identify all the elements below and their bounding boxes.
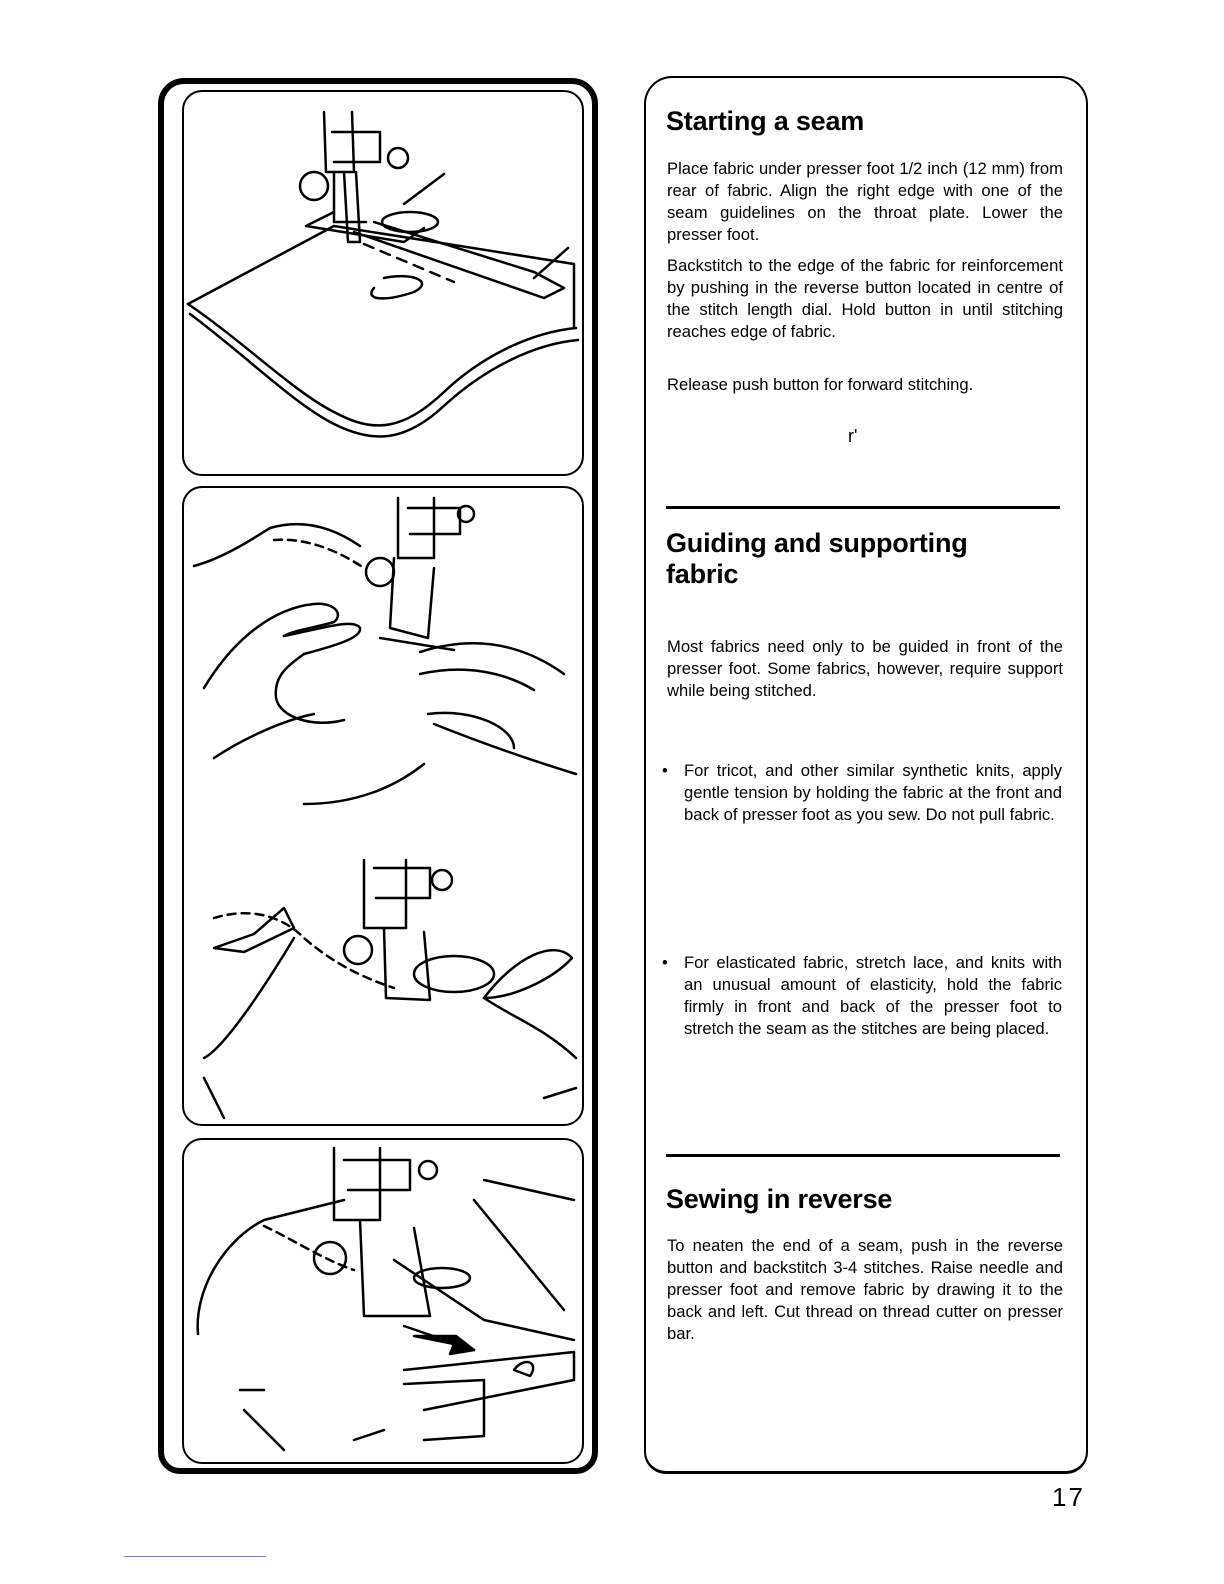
section-divider-2 (666, 1154, 1060, 1157)
bullet-icon: • (662, 761, 668, 780)
guiding-bullet-2 (662, 952, 1062, 1040)
bottom-underline (124, 1556, 266, 1557)
starting-seam-paragraph-1: Place fabric under presser foot 1/2 inch (12 mm) from rear of fabric. Align the right edge with one of the seam guidelines on the throat plate. Lower the presser foot. (667, 159, 1063, 244)
guiding-title-line-1: Guiding and supporting (666, 528, 968, 558)
bullet-icon: • (662, 953, 668, 972)
illustration-guiding-fabric (182, 486, 584, 1126)
guiding-title-line-2: fabric (666, 559, 739, 589)
illustration-starting-seam (182, 90, 584, 476)
stray-mark: r' (848, 426, 858, 446)
starting-seam-paragraph-2: Backstitch to the edge of the fabric for reinforcement by pushing in the reverse button located in centre of the stitch length dial. Hold button in until stitching reaches edge of fabric. (667, 256, 1063, 341)
guiding-intro: Most fabrics need only to be guided in front of the presser foot. Some fabrics, however, require support while being stitched. (667, 637, 1063, 700)
section-divider-1 (666, 506, 1060, 509)
guiding-bullet-2-text: For elasticated fabric, stretch lace, and knits with an unusual amount of elasticity, hold the fabric firmly in front and back of the presser foot to stretch the seam as the stitches are being placed. (684, 953, 1062, 1038)
starting-seam-title: Starting a seam (666, 106, 865, 136)
reverse-paragraph: To neaten the end of a seam, push in the reverse button and backstitch 3-4 stitches. Raise needle and presser foot and remove fabric by drawing it to the back and left. Cut thread on thread cutter on presser bar. (667, 1236, 1063, 1343)
guiding-bullet-1 (662, 760, 1062, 826)
reverse-title: Sewing in reverse (666, 1184, 893, 1214)
guiding-bullet-1-text: For tricot, and other similar synthetic knits, apply gentle tension by holding the fabric at the front and back of presser foot as you sew. Do not pull fabric. (684, 761, 1062, 824)
page-number: 17 (1052, 1482, 1085, 1512)
illustration-sewing-reverse (182, 1138, 584, 1464)
starting-seam-paragraph-3: Release push button for forward stitching. (667, 375, 974, 394)
